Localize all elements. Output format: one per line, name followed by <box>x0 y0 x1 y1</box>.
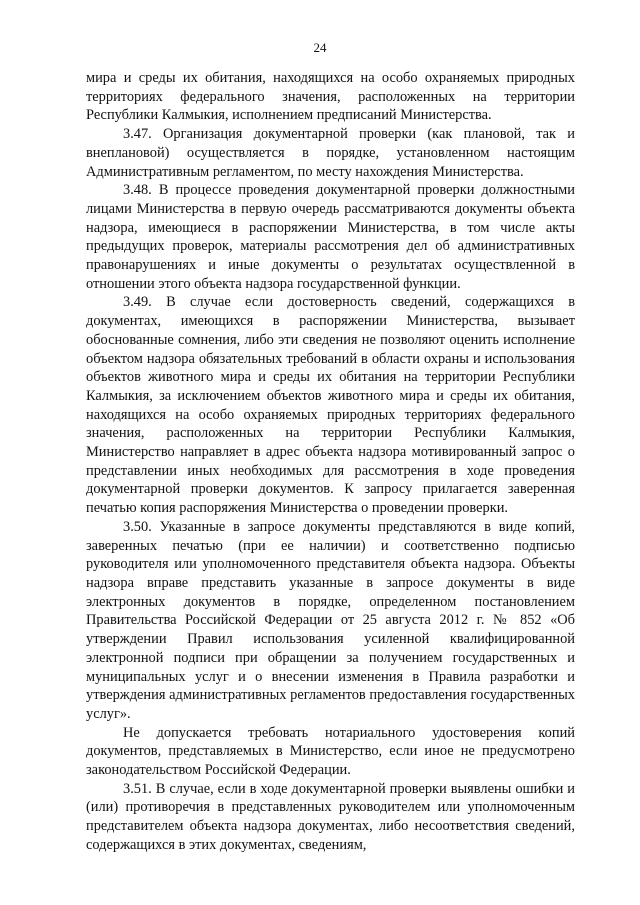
paragraph-3-51: 3.51. В случае, если в ходе документарной проверки выявлены ошибки и (или) противоречия в представленных руководителем или уполномоченным представителем объекта надзора документах, либо несоответствия сведений, содержащихся в этих документах, сведениям, <box>86 780 575 853</box>
paragraph-continuation: мира и среды их обитания, находящихся на особо охраняемых природных территориях федерального значения, расположенных на территории Республики Калмыкия, исполнением предписаний Министерства. <box>86 70 575 124</box>
paragraph-3-47: 3.47. Организация документарной проверки (как плановой, так и внеплановой) осуществляется в порядке, установленном настоящим Административным регламентом, по месту нахождения Министерства. <box>86 126 575 180</box>
paragraph-3-48: 3.48. В процессе проведения документарной проверки должностными лицами Министерства в первую очередь рассматриваются документы объекта надзора, имеющиеся в распоряжении Министерства, в том числе акты предыдущих проверок, материалы рассмотрения дел об административных правонарушениях и иные документы о результатах осуществленной в отношении этого объекта надзора государственной функции. <box>86 182 575 292</box>
paragraph-3-49: 3.49. В случае если достоверность сведений, содержащихся в документах, имеющихся в распоряжении Министерства, вызывает обоснованные сомнения, либо эти сведения не позволяют оценить исполнение объектом надзора обязательных требований в области охраны и использования объектов животного мира и среды их обитания на территории Республики Калмыкия, за исключением объектов животного мира и среды их обитания, находящихся на особо охраняемых природных территориях федерального значения, расположенных на территории Республики Калмыкия, Министерство направляет в адрес объекта надзора мотивированный запрос о представлении иных необходимых для рассмотрения в ходе проведения документарной проверки документов. К запросу прилагается заверенная печатью копия распоряжения Министерства о проведении проверки. <box>86 294 575 517</box>
document-body <box>86 69 575 855</box>
paragraph-notary-restriction: Не допускается требовать нотариального удостоверения копий документов, представляемых в Министерство, если иное не предусмотрено законодательством Российской Федерации. <box>86 724 575 779</box>
page-number: 24 <box>313 40 327 55</box>
paragraph-3-50: 3.50. Указанные в запросе документы представляются в виде копий, заверенных печатью (при ее наличии) и соответственно подписью руководителя или уполномоченного представителя объекта надзора. Объекты надзора вправе представить указанные в запросе документы в виде электронных документов в порядке, определенном постановлением Правительства Российской Федерации от 25 августа 2012 г. № 852 «Об утверждении Правил использования усиленной квалифицированной электронной подписи при обращении за получением государственных и муниципальных услуг и о внесении изменения в Правила разработки и утверждения административных регламентов предоставления государственных услуг». <box>86 518 575 722</box>
